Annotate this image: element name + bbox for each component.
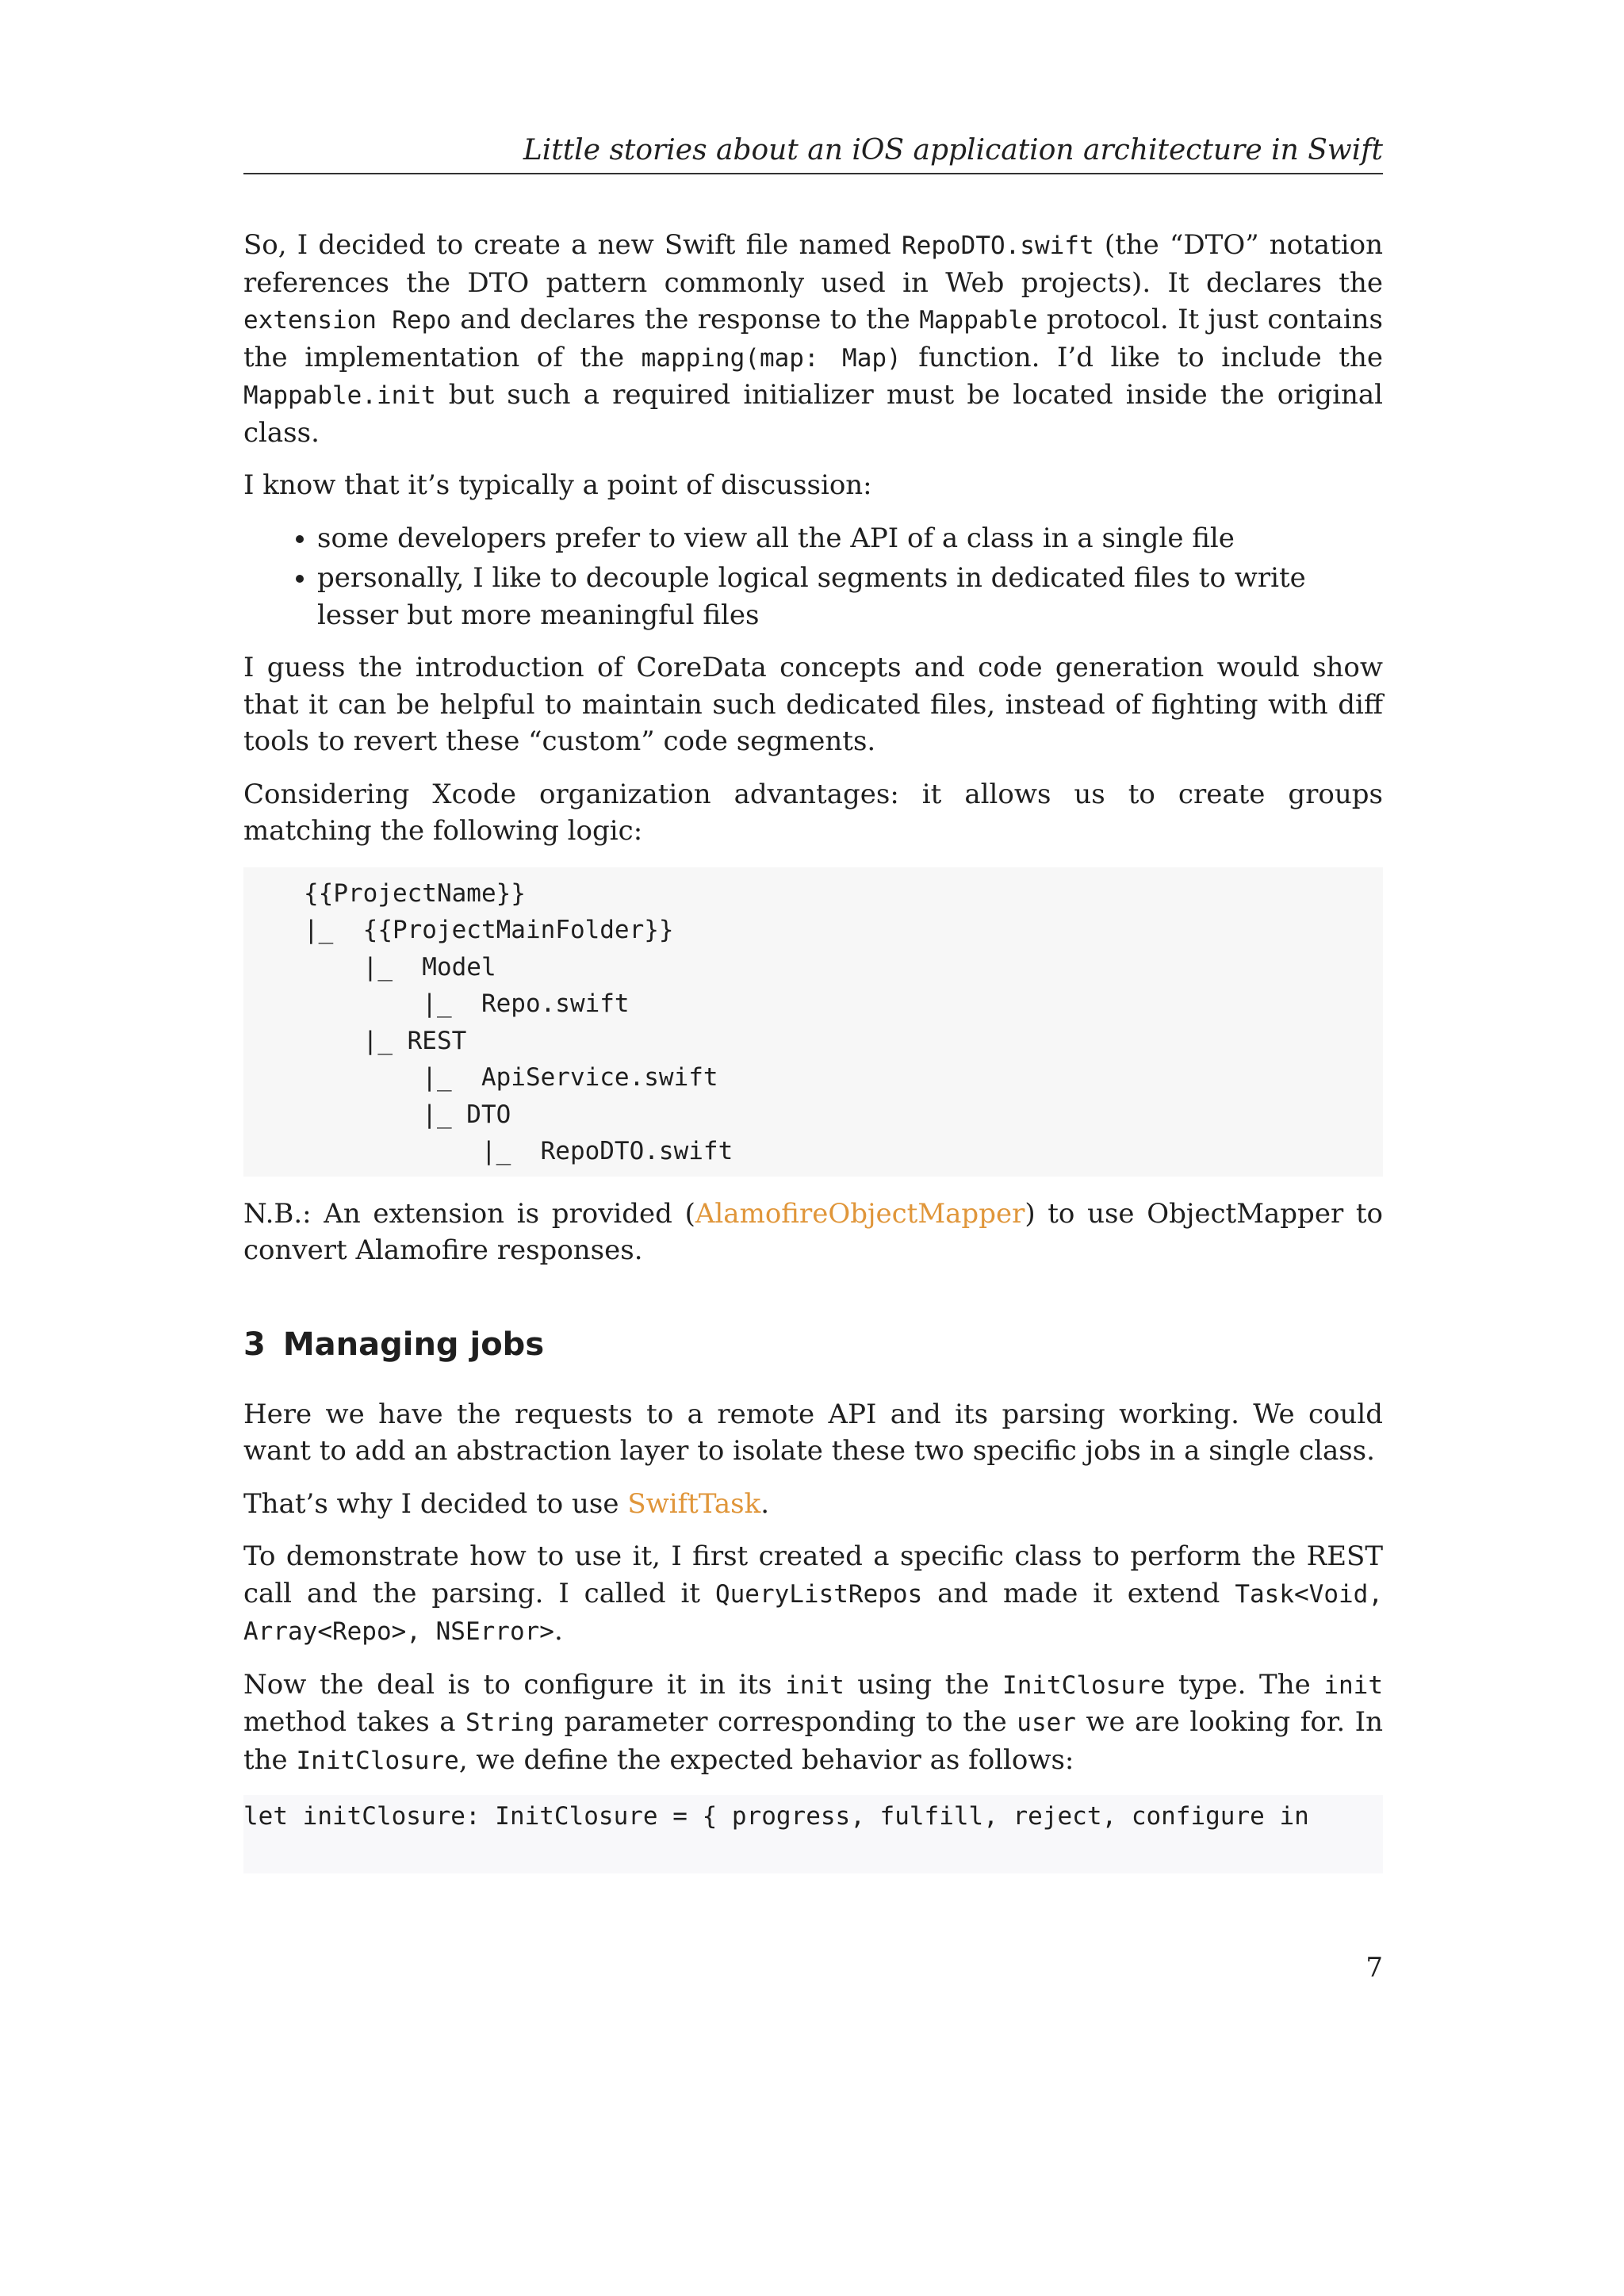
text: So, I decided to create a new Swift file named: [243, 229, 902, 261]
inline-code: Mappable.init: [243, 381, 436, 410]
text: .: [760, 1487, 769, 1520]
text: (the “DTO” notation references the DTO pattern commonly used in Web projects). It declares the: [243, 229, 1383, 299]
section-title: Managing jobs: [282, 1326, 545, 1363]
text: using the: [844, 1668, 1003, 1701]
text: and declares the response to the: [450, 304, 920, 335]
inline-code: Task<Void, Array<Repo>, NSError>: [243, 1579, 1383, 1646]
text: we are looking for. In the: [243, 1706, 1383, 1776]
inline-code: Mappable: [919, 306, 1038, 335]
paragraph-swifttask: [243, 1486, 1383, 1523]
text: protocol. It just contains the implementation of the: [243, 304, 1383, 373]
running-header: Little stories about an iOS application architecture in Swift: [523, 134, 1383, 166]
text: , we define the expected behavior as follows:: [458, 1743, 1074, 1776]
section-number: 3: [243, 1326, 266, 1363]
text: Now the deal is to configure it in its: [243, 1668, 786, 1701]
text: To demonstrate how to use it, I first created a specific class to perform the REST call and the parsing. I called it: [243, 1540, 1383, 1609]
bullet-list: [243, 520, 1383, 634]
inline-code: user: [1017, 1709, 1076, 1737]
inline-code: InitClosure: [296, 1746, 459, 1775]
paragraph-nb: [243, 1196, 1383, 1269]
paragraph-discussion: I know that it’s typically a point of discussion:: [243, 469, 872, 501]
inline-code: QueryListRepos: [714, 1579, 923, 1609]
paragraph-demonstrate: [243, 1538, 1383, 1651]
inline-code: InitClosure: [1002, 1670, 1166, 1700]
text: and made it extend: [922, 1577, 1235, 1609]
section-heading: [243, 1325, 1383, 1364]
link-swifttask[interactable]: SwiftTask: [627, 1487, 761, 1520]
link-alamofire-object-mapper[interactable]: AlamofireObjectMapper: [695, 1197, 1025, 1230]
text: but such a required initializer must be located inside the original class.: [243, 379, 1383, 449]
text: function. I’d like to include the: [901, 341, 1383, 373]
page-number: 7: [1365, 1952, 1383, 1984]
paragraph-repo-dto: [243, 227, 1383, 451]
text: That’s why I decided to use: [243, 1487, 628, 1520]
code-block-tree: {{ProjectName}} |_ {{ProjectMainFolder}} |_ Model |_ Repo.swift |_ REST |_ ApiService.swift |_ DTO |_ RepoDTO.swift: [243, 867, 1383, 1177]
inline-code: extension Repo: [243, 306, 451, 335]
paragraph-init: [243, 1667, 1383, 1780]
text: .: [553, 1615, 563, 1647]
inline-code: init: [1323, 1670, 1383, 1700]
bullet-item: • some developers prefer to view all the API of a class in a single file: [317, 520, 1383, 557]
inline-code: RepoDTO.swift: [902, 232, 1094, 260]
text: parameter corresponding to the: [554, 1706, 1017, 1738]
page-body: [243, 227, 1383, 1873]
inline-code: String: [465, 1709, 555, 1737]
code-block-init-closure: let initClosure: InitClosure = { progress, fulfill, reject, configure in: [243, 1795, 1383, 1873]
bullet-item: • personally, I like to decouple logical segments in dedicated files to write lesser but more meaningful files: [317, 560, 1383, 633]
text: method takes a: [243, 1706, 466, 1738]
text: type. The: [1165, 1668, 1324, 1701]
inline-code: mapping(map: Map): [641, 343, 902, 373]
inline-code: init: [785, 1670, 845, 1700]
paragraph-coredata: I guess the introduction of CoreData concepts and code generation would show that it can be helpful to maintain such dedicated files, instead of fighting with diff tools to revert these “custom” code segments.: [243, 652, 1383, 757]
text: N.B.: An extension is provided (: [243, 1197, 695, 1230]
paragraph-requests: Here we have the requests to a remote API and its parsing working. We could want to add an abstraction layer to isolate these two specific jobs in a single class.: [243, 1398, 1383, 1467]
text: ) to use ObjectMapper to convert Alamofire responses.: [243, 1197, 1383, 1266]
paragraph-xcode: Considering Xcode organization advantages: it allows us to create groups matching the following logic:: [243, 778, 1383, 847]
header-rule: [243, 173, 1383, 174]
